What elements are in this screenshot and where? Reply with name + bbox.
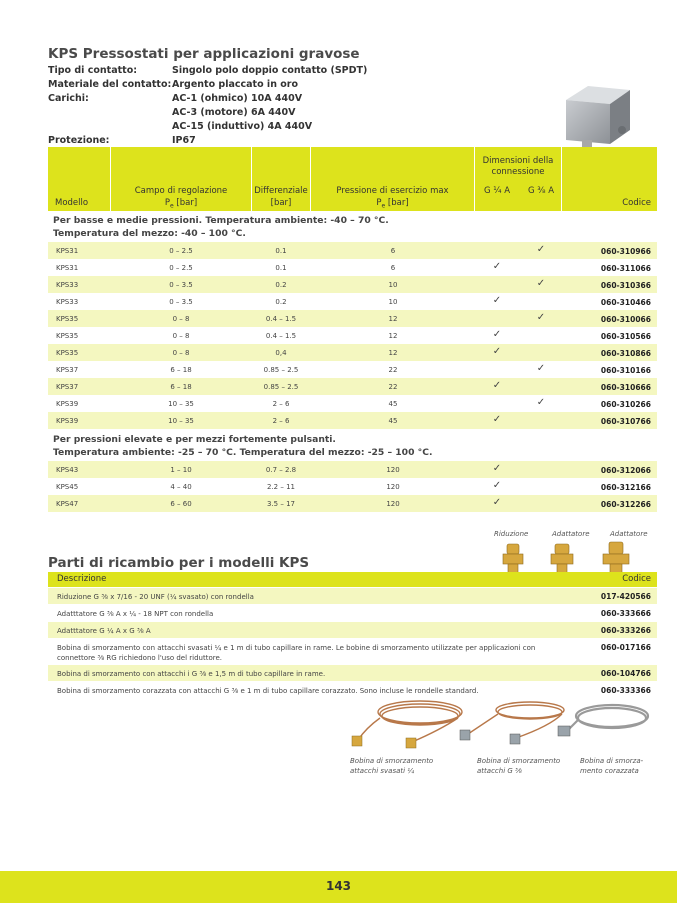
- cell-pressure: 12: [388, 332, 398, 340]
- cell-differential: 0.85 – 2.5: [263, 383, 299, 391]
- parts-description: Bobina di smorzamento con attacchi svasati ¼ e 1 m di tubo capillare in rame. Le bobine di smorzamento utilizzate per applicazioni con connettore ³⁄₈ RG richiedono l'uso del riduttore.: [57, 644, 536, 662]
- cell-model: KPS39: [56, 400, 79, 408]
- cell-differential: 3.5 – 17: [267, 500, 295, 508]
- table-row: [48, 378, 657, 395]
- header-pressure: Pressione di esercizio max: [336, 186, 449, 196]
- coils-image: [340, 696, 660, 752]
- table-row: [48, 478, 657, 495]
- cell-g38: ✓: [536, 244, 546, 255]
- cell-differential: 0.2: [275, 281, 287, 289]
- parts-code: 017-420566: [600, 592, 651, 601]
- cell-differential: 0.4 – 1.5: [265, 332, 297, 340]
- cell-range: 0 – 8: [172, 315, 190, 323]
- spec-value-load-ac1: AC-1 (ohmico) 10A 440V: [172, 93, 303, 104]
- table-row: [48, 461, 657, 478]
- cell-code: 060-310566: [600, 332, 651, 341]
- cell-differential: 2 – 6: [272, 400, 290, 408]
- spec-value-protection: IP67: [172, 135, 196, 146]
- cell-code: 060-310366: [600, 281, 651, 290]
- cell-g14: ✓: [492, 380, 502, 391]
- header-pressure-unit: $P_e$ [bar]: [376, 198, 409, 210]
- cell-g14: ✓: [492, 480, 502, 491]
- section2-line1: Per pressioni elevate e per mezzi fortemente pulsanti.: [53, 434, 336, 445]
- cell-range: 4 – 40: [170, 483, 192, 491]
- cell-pressure: 120: [386, 483, 400, 491]
- cell-range: 0 – 8: [172, 332, 190, 340]
- page-number: 143: [325, 879, 352, 893]
- cell-differential: 0.85 – 2.5: [263, 366, 299, 374]
- spec-label-contact-type: Tipo di contatto:: [48, 65, 138, 76]
- cell-pressure: 10: [388, 281, 398, 289]
- cell-g38: ✓: [536, 397, 546, 408]
- cell-differential: 2.2 – 11: [267, 483, 295, 491]
- cell-model: KPS35: [56, 315, 79, 323]
- cell-code: 060-310966: [600, 247, 651, 256]
- cell-differential: 0.2: [275, 298, 287, 306]
- table-row: [48, 327, 657, 344]
- cell-code: 060-312266: [600, 500, 651, 509]
- cell-pressure: 10: [388, 298, 398, 306]
- page-title: KPS Pressostati per applicazioni gravose: [48, 46, 360, 62]
- cell-g14: ✓: [492, 295, 502, 306]
- parts-description: Bobina di smorzamento con attacchi i G ³⁄₈ e 1,5 m di tubo capillare in rame.: [57, 670, 326, 678]
- cell-model: KPS35: [56, 332, 79, 340]
- cell-pressure: 120: [386, 500, 400, 508]
- cell-range: 0 – 2.5: [169, 247, 193, 255]
- parts-header-code: Codice: [622, 574, 651, 584]
- cell-pressure: 45: [388, 417, 398, 425]
- header-range: Campo di regolazione: [134, 186, 228, 196]
- cell-g38: ✓: [536, 312, 546, 323]
- table-row: [48, 412, 657, 429]
- cell-model: KPS33: [56, 281, 79, 289]
- spec-value-load-ac15: AC-15 (induttivo) 4A 440V: [172, 121, 313, 132]
- cell-range: 0 – 2.5: [169, 264, 193, 272]
- section-low-medium-pressure: [53, 214, 389, 240]
- parts-row: [48, 588, 657, 604]
- spec-value-contact-material: Argento placcato in oro: [172, 79, 299, 90]
- cell-g14: ✓: [492, 497, 502, 508]
- cell-differential: 0.7 – 2.8: [265, 466, 297, 474]
- cell-range: 0 – 8: [172, 349, 190, 357]
- parts-code: 060-017166: [600, 643, 651, 652]
- cell-pressure: 6: [390, 247, 396, 255]
- table-row: [48, 344, 657, 361]
- cell-range: 6 – 60: [170, 500, 192, 508]
- spec-label-protection: Protezione:: [48, 135, 110, 146]
- table-row: [48, 276, 657, 293]
- cell-g38: ✓: [536, 278, 546, 289]
- cell-model: KPS47: [56, 500, 79, 508]
- caption-coil-armored: Bobina di smorza- mento corazzata: [580, 757, 644, 775]
- cell-range: 6 – 18: [170, 383, 192, 391]
- cell-code: 060-312166: [600, 483, 651, 492]
- table-row: [48, 259, 657, 276]
- cell-model: KPS45: [56, 483, 79, 491]
- cell-code: 060-310066: [600, 315, 651, 324]
- cell-pressure: 45: [388, 400, 398, 408]
- parts-code: 060-333266: [600, 626, 651, 635]
- header-range-unit: $P_e$ [bar]: [164, 198, 198, 210]
- cell-code: 060-312066: [600, 466, 651, 475]
- cell-range: 0 – 3.5: [169, 298, 193, 306]
- cell-code: 060-310266: [600, 400, 651, 409]
- parts-header: [48, 572, 657, 587]
- spec-label-loads: Carichi:: [48, 93, 89, 104]
- spec-label-contact-material: Materiale del contatto:: [48, 79, 172, 90]
- cell-g14: ✓: [492, 463, 502, 474]
- cell-g14: ✓: [492, 329, 502, 340]
- cell-model: KPS33: [56, 298, 79, 306]
- header-g14: G ¼ A: [483, 186, 511, 196]
- table-row: [48, 395, 657, 412]
- parts-code: 060-333366: [600, 686, 651, 695]
- section2-line2: Temperatura ambiente: -25 – 70 °C. Temperatura del mezzo: -25 – 100 °C.: [53, 447, 433, 458]
- section1-line2: Temperatura del mezzo: -40 – 100 °C.: [53, 228, 246, 239]
- cell-range: 1 – 10: [170, 466, 192, 474]
- caption-riduzione: Riduzione: [494, 530, 529, 538]
- parts-description: Riduzione G ³⁄₈ x 7/16 - 20 UNF (¼ svasato) con rondella: [57, 593, 254, 601]
- section1-line1: Per basse e medie pressioni. Temperatura ambiente: -40 – 70 °C.: [53, 215, 389, 226]
- cell-model: KPS35: [56, 349, 79, 357]
- parts-row: [48, 665, 657, 681]
- cell-differential: 0.1: [275, 264, 287, 272]
- cell-pressure: 12: [388, 349, 398, 357]
- parts-description: Adatttatore G ¼ A x G ³⁄₈ A: [57, 627, 151, 635]
- spec-value-load-ac3: AC-3 (motore) 6A 440V: [172, 107, 296, 118]
- table-row: [48, 361, 657, 378]
- cell-range: 10 – 35: [168, 400, 194, 408]
- header-model: Modello: [55, 198, 89, 208]
- table-row: [48, 242, 657, 259]
- cell-pressure: 12: [388, 315, 398, 323]
- section-high-pressure: [53, 433, 433, 459]
- caption-adattatore-1: Adattatore: [552, 530, 590, 538]
- cell-pressure: 6: [390, 264, 396, 272]
- parts-code: 060-104766: [600, 669, 651, 678]
- cell-model: KPS31: [56, 264, 79, 272]
- cell-differential: 0.4 – 1.5: [265, 315, 297, 323]
- table-row: [48, 310, 657, 327]
- parts-row: [48, 622, 657, 638]
- parts-row: [48, 639, 657, 664]
- cell-g14: ✓: [492, 261, 502, 272]
- cell-model: KPS43: [56, 466, 79, 474]
- cell-g14: ✓: [492, 414, 502, 425]
- table-row: [48, 495, 657, 512]
- header-dimensions: Dimensioni della connessione: [482, 156, 554, 177]
- cell-range: 6 – 18: [170, 366, 192, 374]
- cell-model: KPS37: [56, 383, 79, 391]
- cell-code: 060-310766: [600, 417, 651, 426]
- spec-value-contact-type: Singolo polo doppio contatto (SPDT): [172, 65, 368, 76]
- parts-header-description: Descrizione: [57, 574, 107, 584]
- caption-coil-flared: Bobina di smorzamento attacchi svasati ¼: [350, 757, 434, 775]
- cell-model: KPS37: [56, 366, 79, 374]
- cell-code: 060-310666: [600, 383, 651, 392]
- parts-description: Adatttatore G ³⁄₈ A x ¼ - 18 NPT con rondella: [57, 610, 214, 618]
- cell-range: 0 – 3.5: [169, 281, 193, 289]
- cell-code: 060-311066: [600, 264, 651, 273]
- header-differential-unit: [bar]: [270, 198, 292, 208]
- parts-description: Bobina di smorzamento corazzata con attacchi G ³⁄₈ e 1 m di tubo capillare corazzato. Sono incluse le rondelle standard.: [57, 687, 479, 695]
- caption-coil-g38: Bobina di smorzamento attacchi G ³⁄₈: [477, 757, 561, 775]
- table-row: [48, 293, 657, 310]
- cell-differential: 2 – 6: [272, 417, 290, 425]
- parts-row: [48, 605, 657, 621]
- caption-adattatore-2: Adattatore: [610, 530, 648, 538]
- cell-model: KPS39: [56, 417, 79, 425]
- cell-model: KPS31: [56, 247, 79, 255]
- cell-g14: ✓: [492, 346, 502, 357]
- cell-pressure: 120: [386, 466, 400, 474]
- cell-pressure: 22: [388, 383, 398, 391]
- cell-pressure: 22: [388, 366, 398, 374]
- header-differential: Differenziale: [254, 186, 308, 196]
- parts-title: Parti di ricambio per i modelli KPS: [48, 555, 310, 571]
- cell-code: 060-310166: [600, 366, 651, 375]
- parts-code: 060-333666: [600, 609, 651, 618]
- header-g38: G ³⁄₈ A: [527, 186, 555, 196]
- cell-differential: 0,4: [275, 349, 287, 357]
- cell-code: 060-310866: [600, 349, 651, 358]
- cell-g38: ✓: [536, 363, 546, 374]
- header-code: Codice: [622, 198, 651, 208]
- cell-range: 10 – 35: [168, 417, 194, 425]
- cell-code: 060-310466: [600, 298, 651, 307]
- cell-differential: 0.1: [275, 247, 287, 255]
